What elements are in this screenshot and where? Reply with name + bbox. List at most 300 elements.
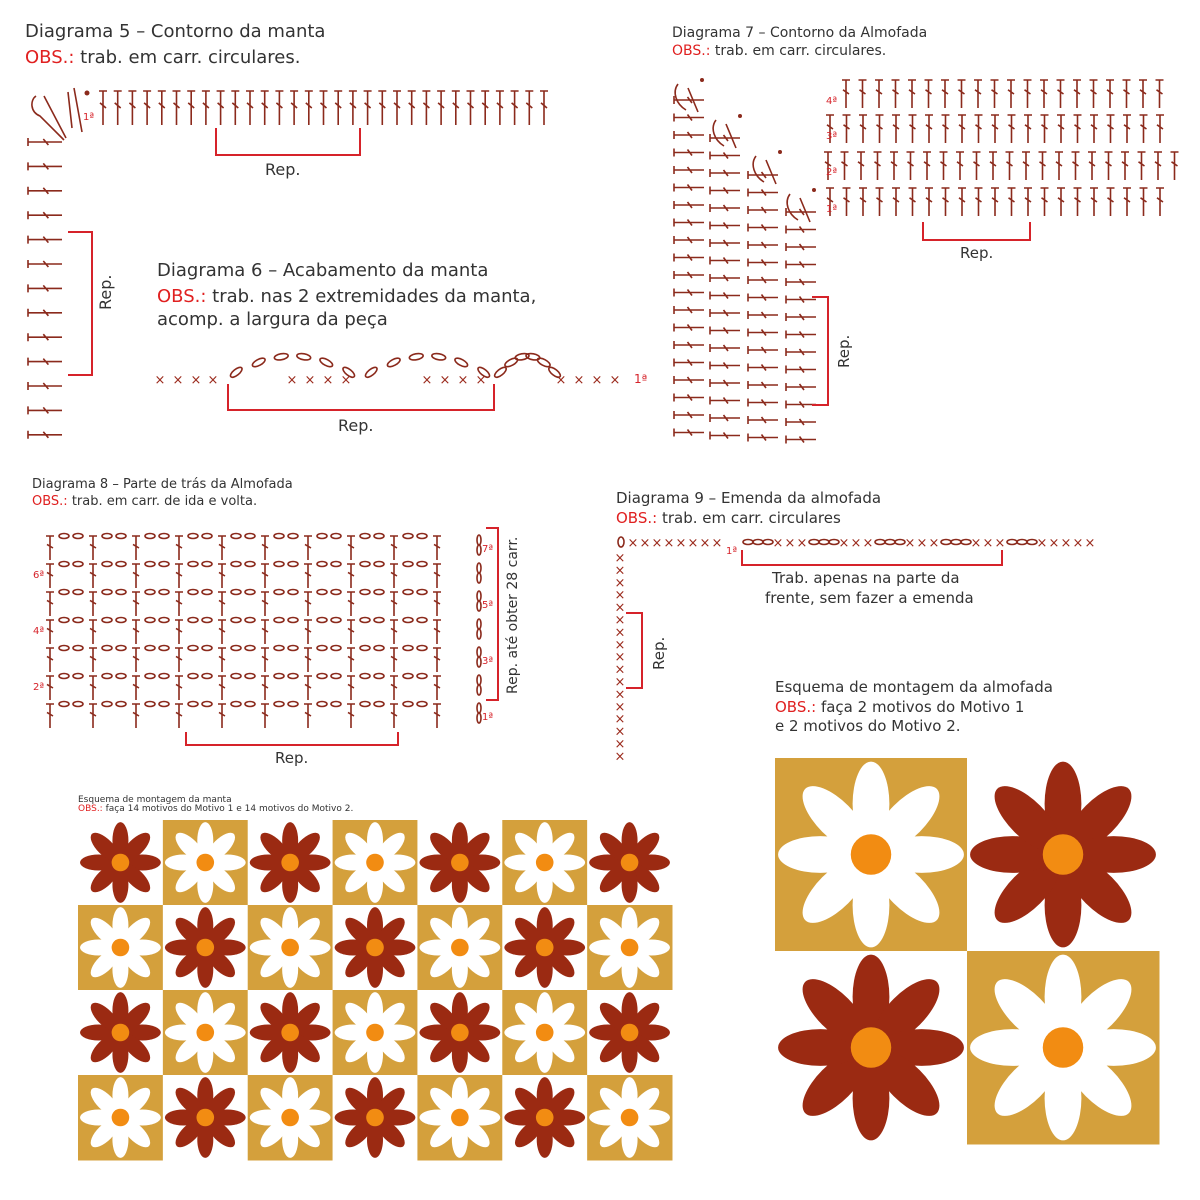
dc-stitch — [261, 564, 269, 588]
dc-stitch — [859, 188, 867, 216]
dc-stitch — [1106, 80, 1114, 108]
dc-stitch — [674, 236, 704, 244]
dc-stitch — [857, 152, 865, 180]
d7-round-2: 2ª — [826, 167, 838, 178]
d5-obs-text: trab. em carr. circulares. — [74, 47, 301, 68]
dc-stitch — [674, 324, 704, 332]
dc-stitch — [175, 564, 183, 588]
chain-stitch — [102, 618, 112, 623]
chain-stitch — [360, 562, 370, 567]
dc-stitch — [132, 676, 140, 700]
sc-stitch: × — [614, 699, 626, 715]
chain-stitch — [763, 540, 773, 545]
dc-stitch — [1007, 80, 1015, 108]
dc-stitch — [710, 222, 740, 230]
dc-stitch — [748, 259, 778, 267]
chain-stitch — [188, 618, 198, 623]
chain-stitch — [317, 618, 327, 623]
dc-stitch — [674, 306, 704, 314]
manta-obs-text: faça 14 motivos do Motivo 1 e 14 motivos do Motivo 2. — [102, 804, 354, 814]
chain-stitch — [102, 646, 112, 651]
dc-stitch — [875, 80, 883, 108]
sc-stitch: × — [207, 373, 219, 388]
chain-stitch — [59, 674, 69, 679]
d7-stitch-diagram — [600, 0, 1200, 470]
d6-obs-text: trab. nas 2 extremidades da manta, — [206, 286, 537, 307]
dc-stitch — [907, 152, 915, 180]
sc-stitch: × — [663, 536, 675, 551]
sc-stitch: × — [614, 675, 626, 690]
dc-stitch — [1107, 115, 1115, 143]
sc-stitch: × — [982, 536, 994, 551]
dc-stitch — [1123, 188, 1131, 216]
flower-center — [451, 1024, 469, 1042]
chain-stitch — [454, 356, 469, 368]
chain-stitch — [875, 540, 885, 545]
motif-2-flower — [335, 822, 416, 903]
flower-center — [1043, 1027, 1083, 1067]
chain-stitch — [885, 540, 895, 545]
sc-stitch: × — [1084, 536, 1096, 551]
sc-stitch: × — [286, 373, 298, 388]
sc-stitch: × — [928, 536, 940, 551]
sc-stitch: × — [190, 373, 202, 388]
dc-stitch — [1055, 152, 1063, 180]
flower-center — [112, 1109, 130, 1127]
chain-stitch — [231, 590, 241, 595]
dc-stitch — [973, 152, 981, 180]
chain-stitch — [188, 646, 198, 651]
dc-stitch — [1022, 152, 1030, 180]
chain-stitch — [360, 618, 370, 623]
dc-stitch — [433, 592, 441, 616]
chain-stitch — [231, 534, 241, 539]
d7-rep-bracket-v — [812, 297, 828, 405]
dc-stitch — [710, 274, 740, 282]
chain-stitch — [145, 534, 155, 539]
d9-rep-bracket-v — [626, 613, 642, 688]
d8-rep-label-vertical: Rep. até obter 28 carr. — [505, 536, 521, 694]
chain-stitch — [319, 356, 334, 368]
manta-assembly-grid — [78, 820, 672, 1160]
chain-stitch — [73, 534, 83, 539]
chain-stitch — [145, 702, 155, 707]
chain-stitch — [288, 562, 298, 567]
sc-stitch: × — [304, 373, 316, 388]
flower-center — [366, 854, 384, 872]
chain-stitch — [743, 540, 753, 545]
dc-stitch — [1156, 115, 1164, 143]
chain-stitch — [331, 590, 341, 595]
chain-stitch — [431, 353, 446, 361]
motif-1-flower — [80, 992, 161, 1073]
dc-stitch — [261, 676, 269, 700]
motif-1-flower — [80, 822, 161, 903]
dc-stitch — [261, 648, 269, 672]
chain-stitch — [417, 646, 427, 651]
sc-stitch: × — [639, 536, 651, 551]
dc-stitch — [674, 254, 704, 262]
dc-stitch — [842, 80, 850, 108]
dc-stitch — [1138, 152, 1146, 180]
motif-1-flower — [250, 992, 331, 1073]
dc-stitch — [674, 289, 704, 297]
dc-stitch — [710, 257, 740, 265]
dc-stitch — [710, 204, 740, 212]
flower-center — [536, 1109, 554, 1127]
flower-center — [621, 1024, 639, 1042]
flower-center — [451, 939, 469, 957]
dc-stitch — [218, 536, 226, 560]
dc-stitch — [304, 592, 312, 616]
d8-row-6: 6ª — [33, 570, 45, 581]
dc-stitch — [748, 189, 778, 197]
sc-stitch: × — [154, 373, 166, 388]
motif-2-flower — [504, 992, 585, 1073]
sc-stitch: × — [614, 588, 626, 604]
dc-stitch — [942, 188, 950, 216]
d8-row-4: 4ª — [33, 626, 45, 637]
dc-stitch — [710, 344, 740, 352]
d6-stitch-diagram — [0, 0, 700, 460]
chain-stitch — [73, 590, 83, 595]
dc-stitch — [748, 329, 778, 337]
dc-stitch — [710, 309, 740, 317]
manta-obs — [78, 803, 353, 815]
motif-2-flower — [504, 822, 585, 903]
sc-stitch: × — [627, 536, 639, 551]
chain-stitch — [477, 601, 481, 611]
chain-stitch — [403, 590, 413, 595]
chain-stitch — [159, 646, 169, 651]
chain-stitch — [102, 562, 112, 567]
chain-stitch — [829, 540, 839, 545]
chain-stitch — [202, 534, 212, 539]
d9-obs-label: OBS.: — [616, 509, 658, 527]
d5-rep-label: Rep. — [265, 160, 301, 179]
dc-stitch — [1139, 80, 1147, 108]
chain-stitch — [477, 563, 481, 573]
dc-stitch — [1057, 80, 1065, 108]
chain-stitch — [145, 562, 155, 567]
dc-stitch — [876, 188, 884, 216]
dc-stitch — [89, 564, 97, 588]
chain-stitch — [245, 534, 255, 539]
chain-stitch — [317, 590, 327, 595]
chain-stitch — [159, 590, 169, 595]
dc-stitch — [748, 206, 778, 214]
dc-stitch — [1090, 80, 1098, 108]
sc-stitch: × — [609, 373, 621, 388]
dc-stitch — [958, 188, 966, 216]
almofada-obs-label: OBS.: — [775, 698, 817, 716]
motif-1-flower — [335, 907, 416, 988]
dc-stitch — [304, 676, 312, 700]
dc-stitch — [1154, 152, 1162, 180]
d7-round-3: 3ª — [826, 131, 838, 142]
d8-row-1: 1ª — [482, 712, 494, 723]
dc-stitch — [1171, 152, 1179, 180]
chain-stitch — [231, 674, 241, 679]
d9-title: Diagrama 9 – Emenda da almofada — [616, 489, 882, 507]
chain-stitch — [102, 702, 112, 707]
sc-stitch: × — [916, 536, 928, 551]
dc-stitch — [674, 219, 704, 227]
d9-note-line2: frente, sem fazer a emenda — [765, 589, 974, 607]
dc-stitch — [786, 401, 816, 409]
dc-stitch — [786, 278, 816, 286]
chain-stitch — [819, 540, 829, 545]
dc-stitch — [786, 331, 816, 339]
sc-stitch: × — [614, 625, 626, 641]
dc-stitch — [1041, 115, 1049, 143]
chain-stitch — [374, 534, 384, 539]
sc-stitch: × — [904, 536, 916, 551]
d8-obs-text: trab. em carr. de ida e volta. — [67, 494, 258, 509]
motif-2-flower — [419, 907, 500, 988]
d7-rep-label: Rep. — [960, 244, 994, 262]
chain-stitch — [245, 562, 255, 567]
sc-stitch: × — [614, 737, 626, 752]
chain-stitch — [251, 356, 266, 368]
dc-stitch — [748, 346, 778, 354]
dc-stitch — [908, 80, 916, 108]
dc-stitch — [1074, 115, 1082, 143]
dc-stitch — [925, 188, 933, 216]
dc-stitch — [304, 564, 312, 588]
chain-stitch — [374, 562, 384, 567]
sc-stitch: × — [614, 724, 626, 740]
dc-stitch — [1156, 188, 1164, 216]
dc-stitch — [876, 115, 884, 143]
sc-stitch: × — [614, 563, 626, 579]
motif-2-flower — [335, 992, 416, 1073]
dc-stitch — [1006, 152, 1014, 180]
dc-stitch — [89, 620, 97, 644]
dc-stitch — [46, 536, 54, 560]
flower-center — [196, 939, 214, 957]
flower-center — [621, 854, 639, 872]
dc-stitch — [347, 648, 355, 672]
chain-stitch — [73, 646, 83, 651]
dc-stitch — [674, 359, 704, 367]
chain-stitch — [274, 590, 284, 595]
chain-stitch — [477, 713, 481, 723]
dc-stitch — [304, 704, 312, 728]
flower-center — [366, 1109, 384, 1127]
chain-stitch — [202, 646, 212, 651]
dc-stitch — [786, 208, 816, 216]
dc-stitch — [843, 188, 851, 216]
dc-stitch — [991, 115, 999, 143]
dc-stitch — [304, 620, 312, 644]
sc-stitch: × — [687, 536, 699, 551]
dc-stitch — [1123, 80, 1131, 108]
manta-title: Esquema de montagem da manta — [78, 795, 232, 805]
dc-stitch — [433, 704, 441, 728]
dc-stitch — [218, 648, 226, 672]
motif-2-flower — [165, 822, 246, 903]
dc-stitch — [786, 348, 816, 356]
sc-stitch: × — [699, 536, 711, 551]
d6-rep-label: Rep. — [338, 416, 374, 435]
chain-stitch — [477, 535, 481, 545]
dc-stitch — [261, 620, 269, 644]
dc-stitch — [433, 564, 441, 588]
dc-stitch — [748, 416, 778, 424]
dc-stitch — [175, 704, 183, 728]
dc-stitch — [786, 366, 816, 374]
dc-stitch — [710, 432, 740, 440]
dc-stitch — [46, 564, 54, 588]
dc-stitch — [748, 364, 778, 372]
dc-stitch — [710, 414, 740, 422]
chain-stitch — [159, 674, 169, 679]
chain-stitch — [102, 590, 112, 595]
flower-center — [112, 1024, 130, 1042]
dc-stitch — [674, 271, 704, 279]
dc-stitch — [942, 115, 950, 143]
dc-stitch — [347, 676, 355, 700]
chain-stitch — [951, 540, 961, 545]
motif-1-flower — [589, 992, 670, 1073]
dc-stitch — [674, 149, 704, 157]
chain-stitch — [59, 534, 69, 539]
dc-stitch — [1121, 152, 1129, 180]
dc-stitch — [748, 224, 778, 232]
chain-stitch — [202, 618, 212, 623]
dc-stitch — [1008, 115, 1016, 143]
dc-stitch — [175, 676, 183, 700]
dc-stitch — [710, 362, 740, 370]
chain-stitch — [360, 534, 370, 539]
chain-stitch — [159, 618, 169, 623]
d5-rep-label-vertical: Rep. — [96, 274, 115, 310]
chain-stitch — [331, 534, 341, 539]
d8-obs-label: OBS.: — [32, 494, 68, 509]
dc-stitch — [1156, 80, 1164, 108]
chain-stitch — [145, 590, 155, 595]
chain-stitch — [417, 674, 427, 679]
dc-stitch — [710, 187, 740, 195]
chain-stitch — [59, 618, 69, 623]
chain-stitch — [231, 562, 241, 567]
motif-2-flower — [419, 1077, 500, 1158]
chain-stitch — [188, 562, 198, 567]
chain-stitch — [360, 702, 370, 707]
dc-stitch — [390, 648, 398, 672]
d5-title: Diagrama 5 – Contorno da manta — [25, 21, 326, 42]
dc-stitch — [974, 80, 982, 108]
chain-stitch — [145, 674, 155, 679]
dc-stitch — [975, 188, 983, 216]
dc-stitch — [710, 292, 740, 300]
dc-stitch — [958, 80, 966, 108]
dc-stitch — [674, 376, 704, 384]
chain-stitch — [386, 356, 401, 368]
flower-center — [281, 1024, 299, 1042]
flower-center — [451, 854, 469, 872]
flower-center — [851, 834, 891, 874]
chain-stitch — [493, 366, 508, 379]
chain-stitch — [536, 356, 551, 368]
sc-stitch: × — [850, 536, 862, 551]
sc-stitch: × — [614, 662, 626, 678]
dc-stitch — [674, 184, 704, 192]
dc-stitch — [433, 620, 441, 644]
dc-stitch — [843, 115, 851, 143]
dc-stitch — [748, 399, 778, 407]
sc-stitch: × — [1072, 536, 1084, 551]
dc-stitch — [786, 261, 816, 269]
dc-stitch — [1107, 188, 1115, 216]
dc-stitch — [1090, 188, 1098, 216]
sc-stitch: × — [614, 749, 626, 765]
dc-stitch — [892, 188, 900, 216]
dc-stitch — [892, 80, 900, 108]
dc-stitch — [46, 592, 54, 616]
dc-stitch — [786, 226, 816, 234]
dc-stitch — [710, 327, 740, 335]
motif-2-flower — [250, 1077, 331, 1158]
flower-center — [536, 939, 554, 957]
chain-stitch — [188, 534, 198, 539]
chain-stitch — [331, 702, 341, 707]
chain-stitch — [288, 534, 298, 539]
dc-stitch — [1057, 188, 1065, 216]
dc-stitch — [1057, 115, 1065, 143]
dc-stitch — [347, 704, 355, 728]
motif-1-flower — [970, 762, 1156, 948]
dc-stitch — [1008, 188, 1016, 216]
dc-stitch — [1040, 80, 1048, 108]
dc-stitch — [46, 704, 54, 728]
chain-stitch — [317, 702, 327, 707]
dc-stitch — [748, 241, 778, 249]
flower-center — [281, 1109, 299, 1127]
chain-stitch — [331, 618, 341, 623]
chain-stitch — [288, 674, 298, 679]
d8-title: Diagrama 8 – Parte de trás da Almofada — [32, 477, 293, 492]
dc-stitch — [132, 536, 140, 560]
dc-stitch — [674, 341, 704, 349]
chain-stitch — [159, 702, 169, 707]
chain-stitch — [288, 646, 298, 651]
chain-stitch — [364, 366, 379, 379]
motif-2-flower — [589, 907, 670, 988]
dc-stitch — [261, 592, 269, 616]
chain-stitch — [417, 702, 427, 707]
almofada-title: Esquema de montagem da almofada — [775, 678, 1053, 696]
chain-stitch — [331, 646, 341, 651]
motif-2-flower — [970, 955, 1156, 1141]
dc-stitch — [748, 294, 778, 302]
d6-title: Diagrama 6 – Acabamento da manta — [157, 260, 489, 281]
sc-stitch: × — [457, 373, 469, 388]
dc-stitch — [786, 418, 816, 426]
dc-stitch — [46, 676, 54, 700]
chain-stitch — [961, 540, 971, 545]
chain-stitch — [274, 562, 284, 567]
sc-stitch: × — [711, 536, 723, 551]
chain-stitch — [116, 534, 126, 539]
chain-stitch — [188, 702, 198, 707]
dc-stitch — [674, 114, 704, 122]
sc-stitch: × — [675, 536, 687, 551]
chain-stitch — [274, 353, 289, 361]
flower-center — [366, 1024, 384, 1042]
dc-stitch — [1041, 188, 1049, 216]
